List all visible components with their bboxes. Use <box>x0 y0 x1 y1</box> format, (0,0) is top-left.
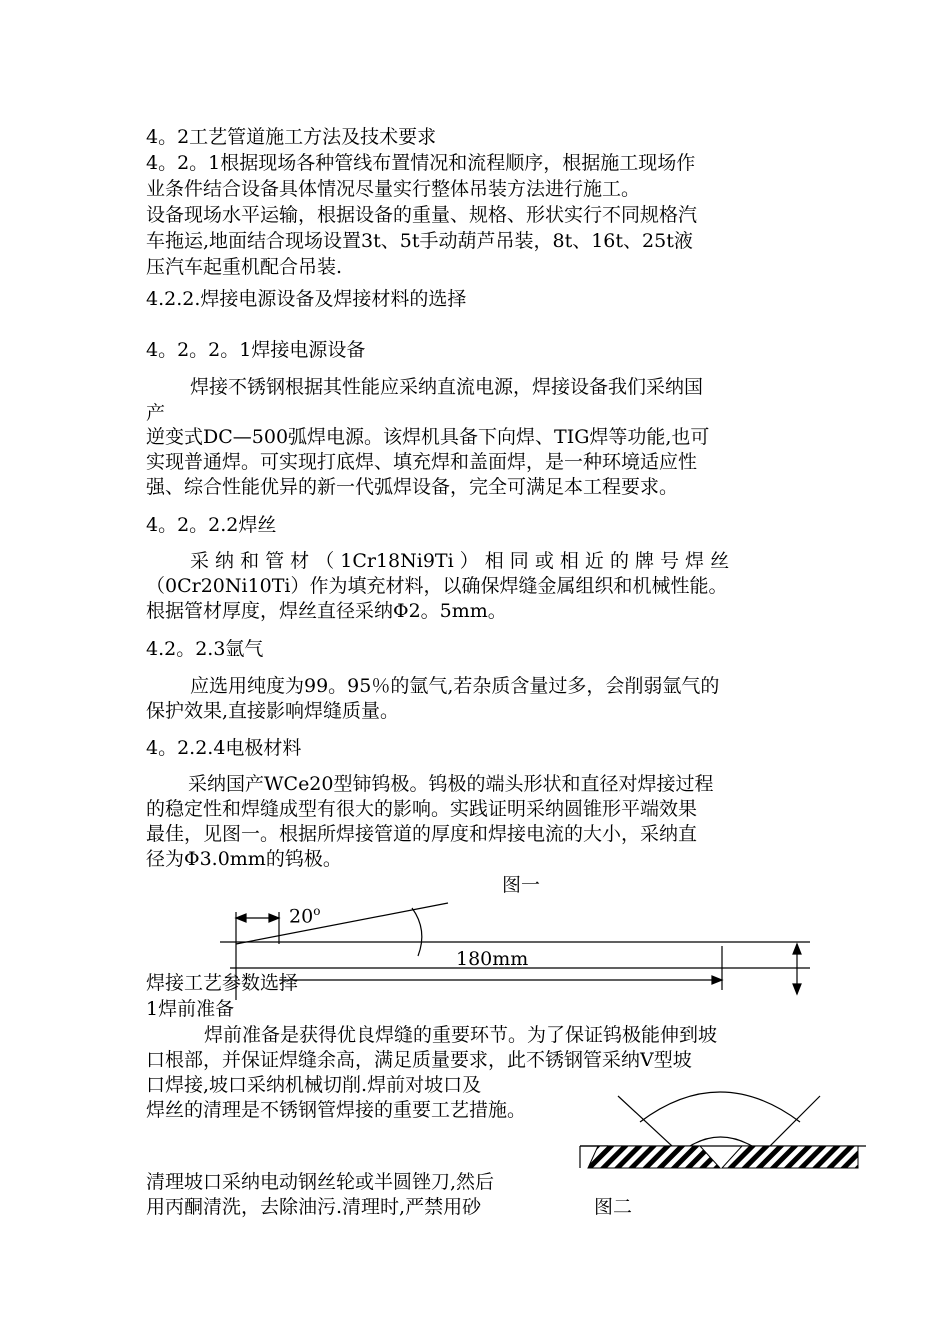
paragraph-line: 清理坡口采纳电动钢丝轮或半圆锉刀,然后 <box>146 1171 495 1193</box>
section-heading-4-2-2: 4.2.2.焊接电源设备及焊接材料的选择 <box>146 288 467 310</box>
bevel-line-right <box>770 1096 820 1146</box>
paragraph-line: 的稳定性和焊缝成型有很大的影响。实践证明采纳圆锥形平端效果 <box>146 798 698 820</box>
paragraph-line: 用丙酮清洗，去除油污.清理时,严禁用砂 <box>146 1196 482 1218</box>
groove-angle-arc <box>640 1092 800 1122</box>
arrow-right-icon <box>269 914 279 922</box>
section-heading-weld-params: 焊接工艺参数选择 <box>146 972 299 994</box>
paragraph-line: 产 <box>146 402 166 424</box>
section-heading-4-2: 4。2工艺管道施工方法及技术要求 <box>146 126 437 148</box>
paragraph-line: 业条件结合设备具体情况尽量实行整体吊装方法进行施工。 <box>146 178 641 200</box>
arrow-left-icon <box>236 914 246 922</box>
figure-1-caption: 图一 <box>502 874 541 896</box>
degree-mark: o <box>313 904 321 918</box>
arrow-down-icon <box>793 984 801 994</box>
paragraph-line: 最佳，见图一。根据所焊接管道的厚度和焊接电流的大小，采纳直 <box>146 823 698 845</box>
paragraph-line: 焊接不锈钢根据其性能应采纳直流电源，焊接设备我们采纳国 <box>190 376 704 398</box>
paragraph-line: 设备现场水平运输，根据设备的重量、规格、形状实行不同规格汽 <box>146 204 698 226</box>
paragraph-line: 径为Φ3.0mm的钨极。 <box>146 848 342 870</box>
paragraph-line: 实现普通焊。可实现打底焊、填充焊和盖面焊，是一种环境适应性 <box>146 451 698 473</box>
subsection-heading: 4。2。2。1焊接电源设备 <box>146 339 366 361</box>
plate-right-hatched <box>722 1146 858 1168</box>
subsection-heading: 4。2。2.2焊丝 <box>146 514 277 536</box>
paragraph-line: 保护效果,直接影响焊缝质量。 <box>146 700 400 722</box>
paragraph-line: 车拖运,地面结合现场设置3t、5t手动葫芦吊装，8t、16t、25t液 <box>146 230 693 252</box>
paragraph-line: 焊前准备是获得优良焊缝的重要环节。为了保证钨极能伸到坡 <box>204 1024 718 1046</box>
paragraph-line: 采 纳 和 管 材 （ 1Cr18Ni9Ti ） 相 同 或 相 近 的 牌 号 焊 丝 <box>190 550 730 572</box>
arrow-right-icon <box>712 976 722 984</box>
angle-label: 20$^o$ <box>289 904 321 928</box>
paragraph-line: 逆变式DC—500弧焊电源。该焊机具备下向焊、TIG焊等功能,也可 <box>146 426 710 448</box>
paragraph-line: 4。2。1根据现场各种管线布置情况和流程顺序，根据施工现场作 <box>146 152 696 174</box>
paragraph-line: 口根部，并保证焊缝余高，满足质量要求，此不锈钢管采纳V型坡 <box>146 1049 692 1071</box>
bevel-line-left <box>618 1096 672 1146</box>
angle-arc <box>412 908 422 956</box>
subsection-heading: 1焊前准备 <box>146 998 235 1020</box>
paragraph-line: 压汽车起重机配合吊装. <box>146 256 343 278</box>
paragraph-line: 采纳国产WCe20型铈钨极。钨极的端头形状和直径对焊接过程 <box>188 773 714 795</box>
paragraph-line: 应选用纯度为99。95％的氩气,若杂质含量过多，会削弱氩气的 <box>190 675 720 697</box>
paragraph-line: 焊丝的清理是不锈钢管焊接的重要工艺措施。 <box>146 1099 527 1121</box>
cone-angle-line <box>236 903 448 944</box>
paragraph-line: 口焊接,坡口采纳机械切削.焊前对坡口及 <box>146 1074 482 1096</box>
root-arc <box>690 1137 752 1146</box>
plate-left-hatched <box>588 1146 720 1168</box>
length-label: 180mm <box>456 948 529 970</box>
figure-2-caption: 图二 <box>594 1196 633 1218</box>
arrow-up-icon <box>793 944 801 954</box>
paragraph-line: 强、综合性能优异的新一代弧焊设备，完全可满足本工程要求。 <box>146 476 679 498</box>
subsection-heading: 4.2。2.3氩气 <box>146 638 264 660</box>
paragraph-line: （0Cr20Ni10Ti）作为填充材料，以确保焊缝金属组织和机械性能。 <box>146 575 728 597</box>
subsection-heading: 4。2.2.4电极材料 <box>146 737 302 759</box>
paragraph-line: 根据管材厚度，焊丝直径采纳Φ2。5mm。 <box>146 600 507 622</box>
